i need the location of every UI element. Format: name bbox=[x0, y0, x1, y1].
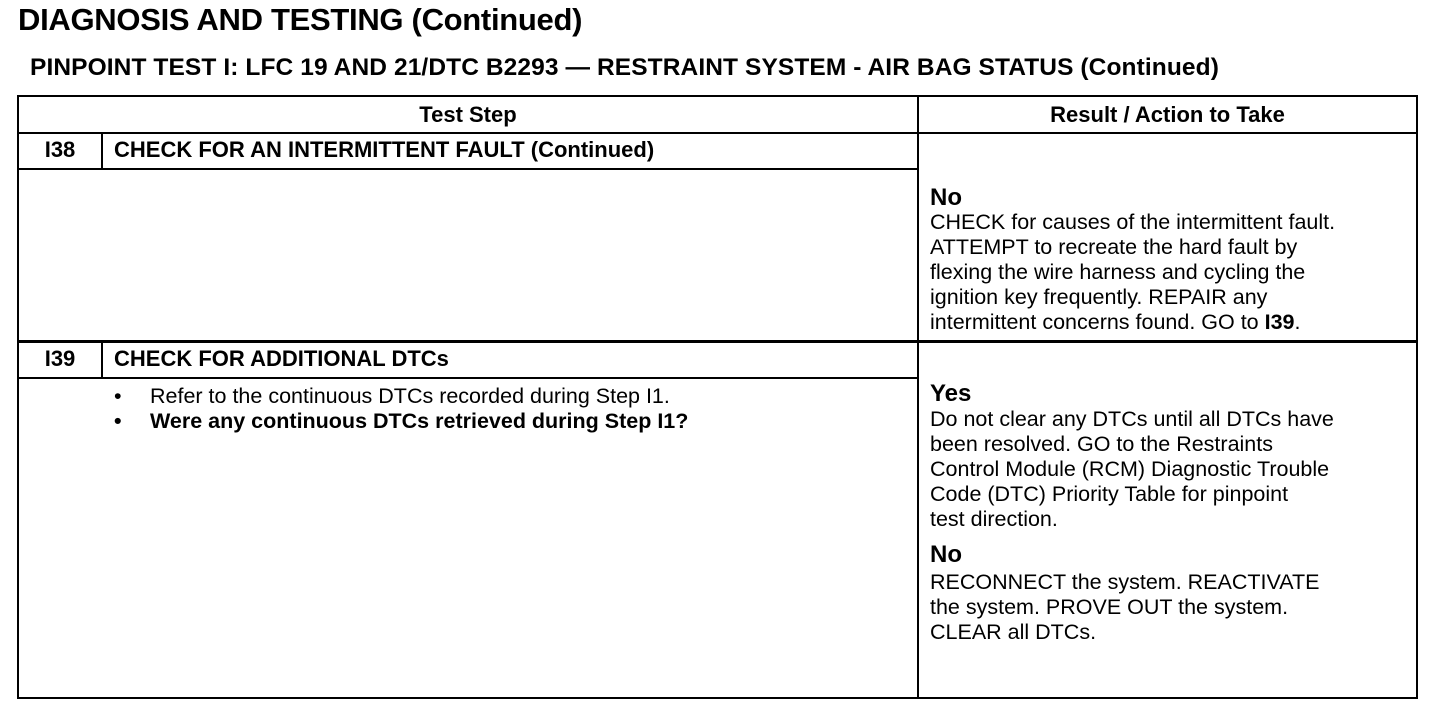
step-number-divider bbox=[101, 134, 103, 169]
instruction-item: • Refer to the continuous DTCs recorded during Step I1. bbox=[114, 384, 688, 409]
column-header-test-step: Test Step bbox=[419, 102, 517, 127]
goto-step-link[interactable]: I39 bbox=[1264, 310, 1295, 334]
result-label-no: No bbox=[930, 184, 962, 211]
step-number: I38 bbox=[44, 137, 76, 162]
step-title: CHECK FOR ADDITIONAL DTCs bbox=[114, 346, 449, 371]
pinpoint-test-title: PINPOINT TEST I: LFC 19 AND 21/DTC B2293 — RESTRAINT SYSTEM - AIR BAG STATUS (Continued) bbox=[30, 54, 1219, 81]
column-divider bbox=[917, 97, 919, 697]
header-divider bbox=[19, 132, 1416, 134]
column-header-result: Result / Action to Take bbox=[1050, 102, 1285, 127]
step-title: CHECK FOR AN INTERMITTENT FAULT (Continued) bbox=[114, 137, 655, 162]
result-label-yes: Yes bbox=[930, 380, 972, 407]
pinpoint-test-table bbox=[17, 95, 1418, 699]
step-instructions bbox=[114, 384, 688, 434]
step-number-divider bbox=[101, 343, 103, 378]
result-action-text: Do not clear any DTCs until all DTCs have been resolved. GO to the Restraints Control Module (RCM) Diagnostic Trouble Code (DTC) Priority Table for pinpoint test direction. bbox=[930, 407, 1334, 531]
page-title: DIAGNOSIS AND TESTING (Continued) bbox=[18, 2, 583, 37]
step-title-divider bbox=[19, 168, 917, 170]
result-label-no: No bbox=[930, 541, 962, 568]
step-row-divider bbox=[19, 340, 1416, 343]
result-action-text: RECONNECT the system. REACTIVATE the system. PROVE OUT the system. CLEAR all DTCs. bbox=[930, 570, 1320, 644]
step-title-divider bbox=[19, 377, 917, 379]
instruction-question: • Were any continuous DTCs retrieved during Step I1? bbox=[114, 409, 688, 434]
result-action-text: CHECK for causes of the intermittent fault. ATTEMPT to recreate the hard fault by flexing the wire harness and cycling the ignition key frequently. REPAIR any intermittent concerns found. GO to I39. bbox=[930, 210, 1336, 334]
step-number: I39 bbox=[44, 346, 76, 371]
